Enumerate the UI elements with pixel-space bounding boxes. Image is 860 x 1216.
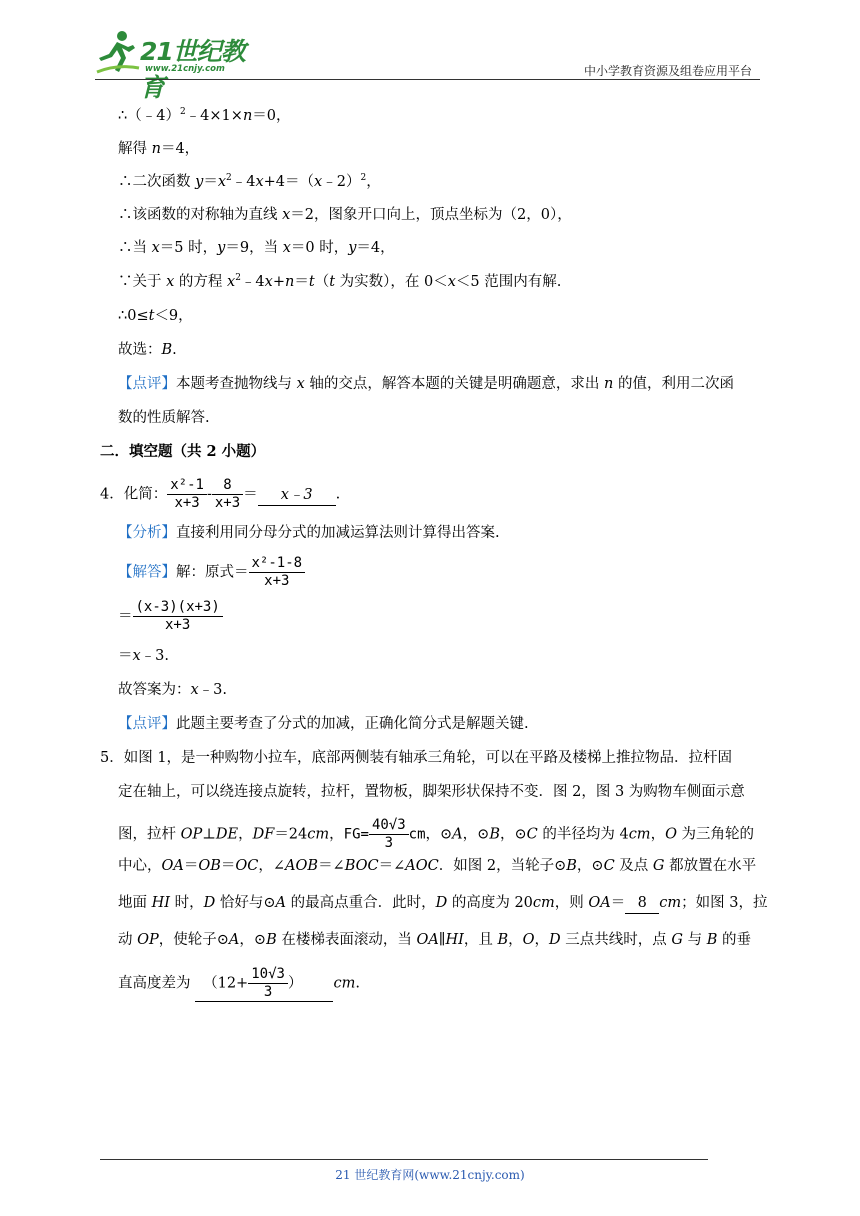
fraction-answer: $\frac{10√3}{3}$ xyxy=(248,966,288,1001)
page-footer: 21 世纪教育网(www.21cnjy.com) xyxy=(335,1168,525,1182)
question-5-line-4: 中心，OA＝OB＝OC，∠AOB＝∠BOC＝∠AOC．如图 2，当轮子⊙B，⊙C 及点 G 都放置在水平 xyxy=(118,858,757,874)
question-5-line-5: 地面 HI 时，D 恰好与⊙A 的最高点重合．此时，D 的高度为 20cm，则 OA＝ 8 cm；如图 3，拉 xyxy=(118,893,767,914)
answer-blank-height: （12+ $\frac{10√3}{3}$ ） xyxy=(195,966,333,1002)
fraction-4: $\frac{(x-3)(x+3)}{x+3}$ xyxy=(133,599,223,634)
fraction-2: $\frac{8}{x+3}$ xyxy=(212,477,243,512)
final-answer-q4: 故答案为：x﹣3. xyxy=(118,682,228,698)
comment-q4: 【点评】此题主要考查了分式的加减，正确化简分式是解题关键. xyxy=(118,716,529,732)
site-logo xyxy=(95,28,265,102)
comment-q3-cont: 数的性质解答. xyxy=(118,410,210,426)
solution-line-1: ∴（﹣4）$^2$﹣4×1×n＝0， xyxy=(118,107,291,124)
solution-line-4: ∴该函数的对称轴为直线 x＝2，图象开口向上，顶点坐标为（2，0）， xyxy=(118,207,572,223)
header-divider xyxy=(95,79,760,80)
solution-line-7: ∴0≤t＜9， xyxy=(118,308,193,324)
platform-name: 中小学教育资源及组卷应用平台 xyxy=(583,64,752,78)
solution-q4-step2: ＝ $\frac{(x-3)(x+3)}{x+3}$ xyxy=(118,599,223,634)
analysis-q4: 【分析】直接利用同分母分式的加减运算法则计算得出答案. xyxy=(118,525,500,541)
solution-q4-step3: ＝x﹣3. xyxy=(118,648,170,664)
logo-text: 21世纪教育 xyxy=(140,37,245,102)
solution-line-8: 故选：B. xyxy=(118,342,177,358)
question-5-line-1: 5．如图 1，是一种购物小拉车，底部两侧装有轴承三角轮，可以在平路及楼梯上推拉物品．拉杆固 xyxy=(100,750,733,766)
solution-line-5: ∴当 x＝5 时，y＝9，当 x＝0 时，y＝4， xyxy=(118,240,395,256)
runner-icon xyxy=(95,28,141,76)
comment-q3: 【点评】本题考查抛物线与 x 轴的交点，解答本题的关键是明确题意，求出 n 的值，利用二次函 xyxy=(118,376,734,392)
question-5-line-6: 动 OP，使轮子⊙A，⊙B 在楼梯表面滚动，当 OA∥HI，且 B，O，D 三点共线时，点 G 与 B 的垂 xyxy=(118,932,751,948)
comment-tag: 【点评】 xyxy=(118,376,176,392)
question-5-line-2: 定在轴上，可以绕连接点旋转，拉杆，置物板，脚架形状保持不变．图 2，图 3 为购物车侧面示意 xyxy=(118,784,745,800)
solution-line-2: 解得 n＝4， xyxy=(118,141,200,157)
footer-divider xyxy=(100,1159,708,1160)
answer-blank-oa: 8 xyxy=(625,893,659,914)
answer-blank: x﹣3 xyxy=(258,485,336,506)
question-5-line-7: 直高度差为 （12+ $\frac{10√3}{3}$ ） cm. xyxy=(118,966,360,1000)
solution-q4: 【解答】解：原式＝ $\frac{\text{x²-1-8}}{x+3}$ xyxy=(118,555,305,590)
section-title: 二．填空题（共 2 小题） xyxy=(100,443,266,460)
fraction-1: $\frac{\text{x²-1}}{x+3}$ xyxy=(167,477,207,512)
logo-url: www.21cnjy.com xyxy=(145,64,225,74)
fraction-fg: $\frac{40√3}{3}$ xyxy=(369,817,409,852)
page-header xyxy=(95,28,760,102)
question-4: 4．化简： $\frac{\text{x²-1}}{x+3}$ - $\frac{8}{x+3}$ ＝ x﹣3 . xyxy=(100,477,341,511)
question-5-line-3: 图，拉杆 OP⊥DE，DF＝24cm，FG= $\frac{40√3}{3}$ cm，⊙A，⊙B，⊙C 的半径均为 4cm，O 为三角轮的 xyxy=(118,817,755,851)
solution-line-6: ∵关于 x 的方程 $x^2﹣4x+n=t(t$ 为实数），在 0＜x＜5 范围内有解. xyxy=(118,273,562,290)
solution-line-3: ∴二次函数 $y=x^2﹣4x+4=(x﹣2)^2$， xyxy=(118,173,381,190)
fraction-3: $\frac{\text{x²-1-8}}{x+3}$ xyxy=(249,555,306,590)
